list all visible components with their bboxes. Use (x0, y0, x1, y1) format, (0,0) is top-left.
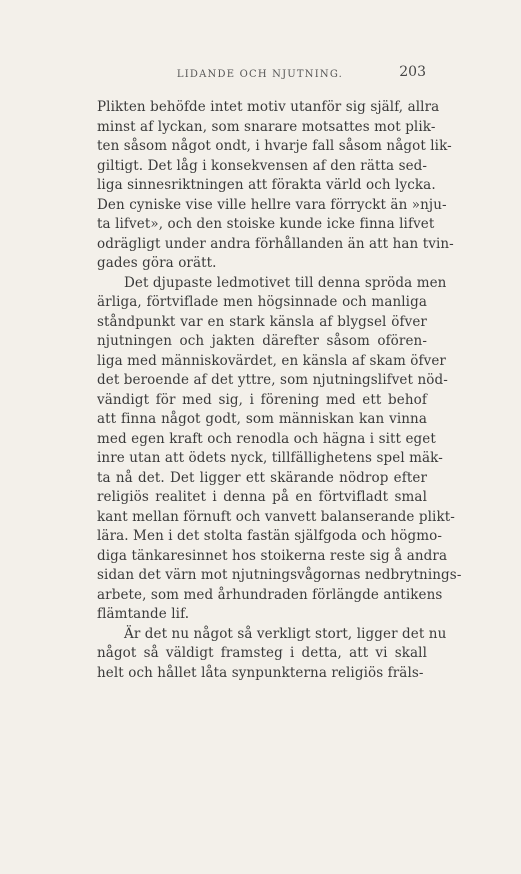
text-line: något så väldigt framsteg i detta, att vi skall (97, 645, 427, 661)
page-number: 203 (399, 64, 426, 80)
text-line: med egen kraft och renodla och hägna i sitt eget (97, 430, 436, 447)
text-line: kant mellan förnuft och vanvett balanserande plikt- (97, 508, 455, 525)
text-line: flämtande lif. (97, 606, 190, 622)
text-line: njutningen och jakten därefter såsom ofören- (97, 333, 427, 349)
text-line: religiös realitet i denna på en förtvifladt smal (97, 489, 427, 505)
text-line: Plikten behöfde intet motiv utanför sig själf, allra (97, 99, 440, 115)
text-line: ståndpunkt var en stark känsla af blygsel öfver (97, 313, 427, 330)
text-line: att finna något godt, som människan kan vinna (97, 411, 427, 427)
text-line: arbete, som med århundraden förlängde antikens (97, 586, 443, 603)
text-line: ta nå det. Det ligger ett skärande nödrop efter (97, 469, 427, 486)
text-line: sidan det värn mot njutningsvågornas nedbrytnings- (97, 567, 462, 583)
text-line: liga med människovärdet, en känsla af skam öfver (97, 352, 446, 369)
text-line: liga sinnesriktningen att förakta värld och lycka. (97, 177, 436, 193)
text-line: ten såsom något ondt, i hvarje fall såsom något lik- (97, 138, 452, 154)
paragraph (97, 625, 447, 684)
running-head: LIDANDE OCH NJUTNING. (176, 69, 344, 80)
text-line: inre utan att ödets nyck, tillfällighetens spel mäk- (97, 450, 443, 466)
text-line: diga tänkaresinnet hos stoikerna reste sig å andra (97, 547, 448, 564)
text-line: giltigt. Det låg i konsekvensen af den rätta sed- (97, 157, 428, 174)
text-line: Den cyniske vise ville hellre vara förryckt än »nju- (97, 196, 447, 213)
text-line: vändigt för med sig, i förening med ett behof (97, 391, 427, 408)
text-line: Det djupaste ledmotivet till denna spröda men (124, 274, 447, 291)
text-line: Är det nu något så verkligt stort, ligger det nu (124, 625, 447, 642)
text-line: minst af lyckan, som snarare motsattes mot plik- (97, 118, 436, 135)
text-line: odrägligt under andra förhållanden än att han tvin- (97, 235, 454, 252)
paragraph (97, 274, 462, 625)
text-line: helt och hållet låta synpunkterna religiös fräls- (97, 664, 424, 681)
text-line: lära. Men i det stolta fastän själfgoda och högmo- (97, 528, 443, 544)
text-line: gades göra orätt. (97, 255, 217, 271)
text-line: det beroende af det yttre, som njutningslifvet nöd- (97, 372, 448, 388)
text-line: ta lifvet», och den stoiske kunde icke finna lifvet (97, 216, 435, 232)
text-line: ärliga, förtviflade men högsinnade och manliga (97, 294, 427, 310)
paragraph (97, 98, 454, 274)
body-text (97, 98, 462, 683)
